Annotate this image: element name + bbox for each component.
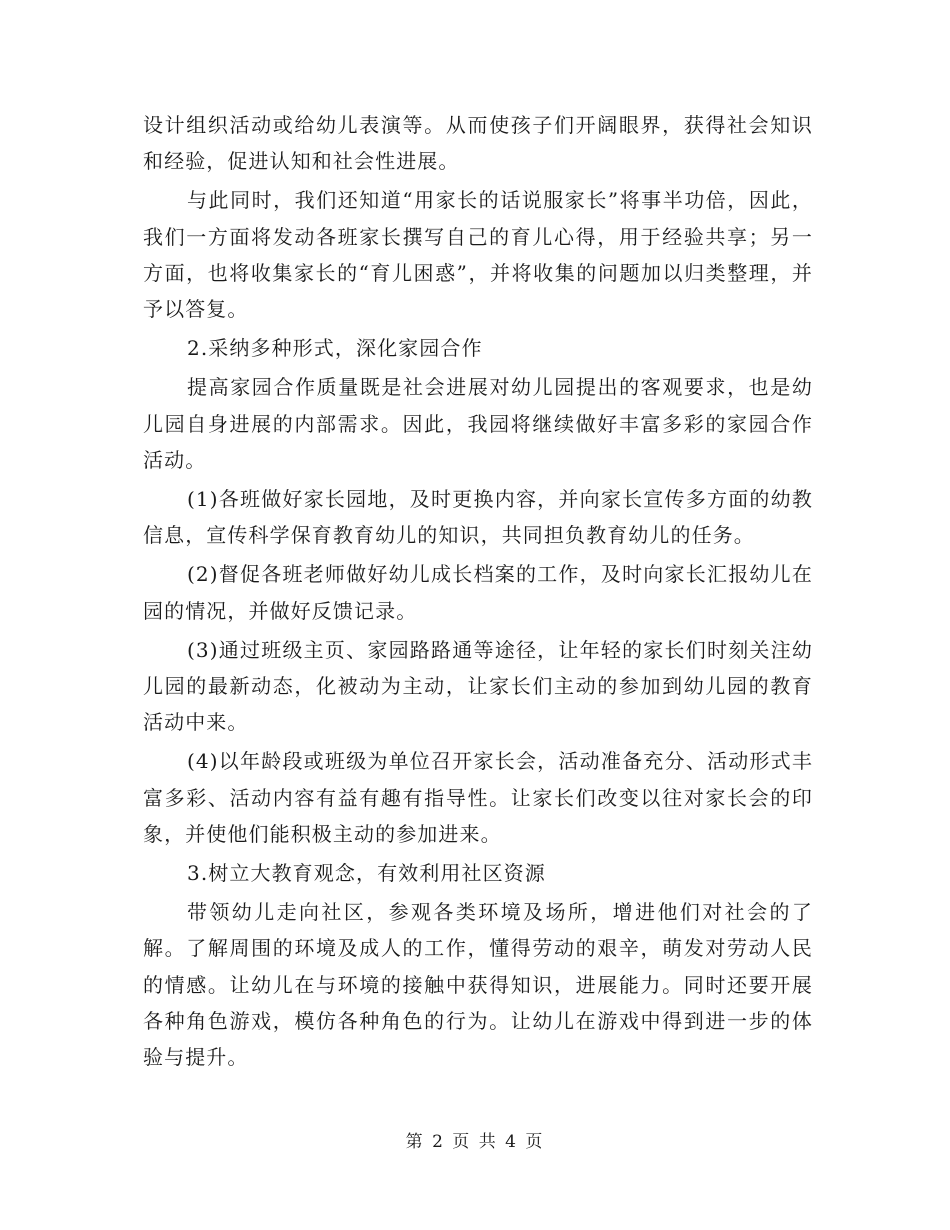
document-body (143, 107, 813, 1078)
paragraph-parent-experience: 与此同时，我们还知道“用家长的话说服家长”将事半功倍，因此，我们一方面将发动各班家长撰写自己的育儿心得，用于经验共享；另一方面，也将收集家长的“育儿困惑”，并将收集的问题加以归类整理，并予以答复。 (143, 188, 813, 322)
paragraph-continuation: 设计组织活动或给幼儿表演等。从而使孩子们开阔眼界，获得社会知识和经验，促进认知和社会性进展。 (143, 113, 813, 174)
paragraph-cooperation-quality: 提高家园合作质量既是社会进展对幼儿园提出的客观要求，也是幼儿园自身进展的内部需求。因此，我园将继续做好丰富多彩的家园合作活动。 (143, 375, 813, 472)
section-heading-2: 2.采纳多种形式，深化家园合作 (187, 336, 483, 361)
list-item-2: (2)督促各班老师做好幼儿成长档案的工作，及时向家长汇报幼儿在园的情况，并做好反馈记录。 (143, 562, 813, 623)
list-item-4: (4)以年龄段或班级为单位召开家长会，活动准备充分、活动形式丰富多彩、活动内容有益有趣有指导性。让家长们改变以往对家长会的印象，并使他们能积极主动的参加进来。 (143, 749, 813, 846)
paragraph-community: 带领幼儿走向社区，参观各类环境及场所，增进他们对社会的了解。了解周围的环境及成人的工作，懂得劳动的艰辛，萌发对劳动人民的情感。让幼儿在与环境的接触中获得知识，进展能力。同时还要开展各种角色游戏，模仿各种角色的行为。让幼儿在游戏中得到进一步的体验与提升。 (143, 900, 813, 1070)
list-item-1: (1)各班做好家长园地，及时更换内容，并向家长宣传多方面的幼教信息，宣传科学保育教育幼儿的知识，共同担负教育幼儿的任务。 (143, 487, 813, 548)
page-footer: 第 2 页 共 4 页 (405, 1132, 545, 1152)
list-item-3: (3)通过班级主页、家园路路通等途径，让年轻的家长们时刻关注幼儿园的最新动态，化被动为主动，让家长们主动的参加到幼儿园的教育活动中来。 (143, 637, 813, 735)
section-heading-3: 3.树立大教育观念，有效利用社区资源 (187, 861, 546, 886)
